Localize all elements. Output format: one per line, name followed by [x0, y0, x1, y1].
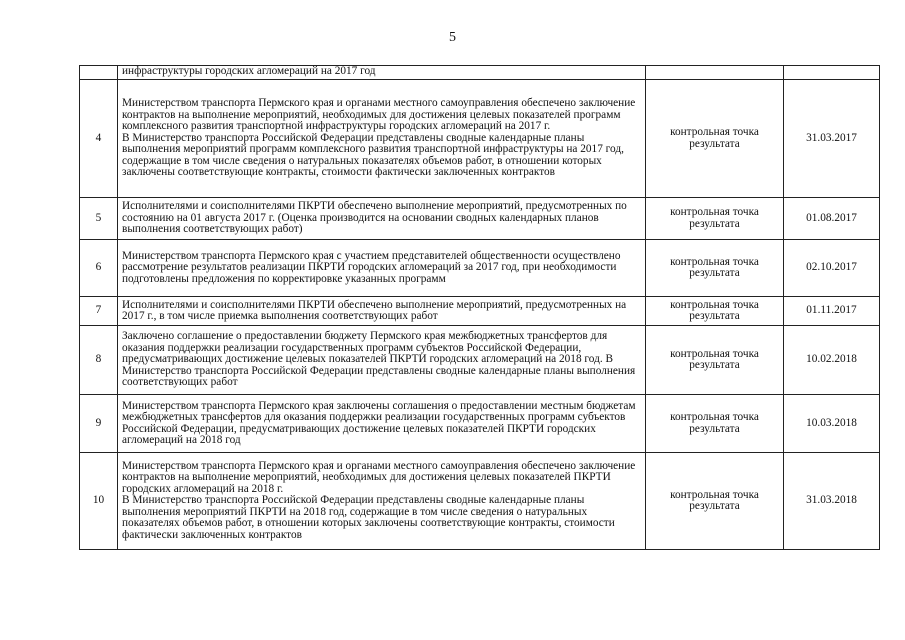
row-date: 01.11.2017	[784, 297, 880, 326]
row-date: 01.08.2017	[784, 198, 880, 240]
table-row	[80, 326, 880, 395]
table-row-continuation	[80, 66, 880, 80]
row-number: 4	[80, 80, 118, 198]
row-kind: контрольная точка результата	[646, 326, 784, 395]
row-number: 10	[80, 453, 118, 550]
table-row	[80, 395, 880, 453]
table-row	[80, 80, 880, 198]
row-date	[784, 66, 880, 80]
row-description: Исполнителями и соисполнителями ПКРТИ обеспечено выполнение мероприятий, предусмотренных по состоянию на 01 августа 2017 г. (Оценка производится на основании сводных календарных планов выполнения соответствующих работ)	[118, 198, 646, 240]
row-kind: контрольная точка результата	[646, 453, 784, 550]
row-kind: контрольная точка результата	[646, 297, 784, 326]
table-row	[80, 198, 880, 240]
row-description: Министерством транспорта Пермского края заключены соглашения о предоставлении местным бюджетам межбюджетных трансфертов для оказания поддержки реализации государственных программ субъектов Российской Федерации, предусматривающих достижение целевых показателей ПКРТИ городских агломераций на 2018 год	[118, 395, 646, 453]
row-description: Заключено соглашение о предоставлении бюджету Пермского края межбюджетных трансфертов для оказания поддержки реализации государственных программ субъектов Российской Федерации, предусматривающих достижение целевых показателей ПКРТИ городских агломераций на 2018 год. В Министерство транспорта Российской Федерации представлены сводные календарные планы выполнения соответствующих работ	[118, 326, 646, 395]
row-date: 31.03.2018	[784, 453, 880, 550]
row-number: 6	[80, 240, 118, 297]
table-row	[80, 240, 880, 297]
row-date: 31.03.2017	[784, 80, 880, 198]
row-kind: контрольная точка результата	[646, 80, 784, 198]
row-kind: контрольная точка результата	[646, 198, 784, 240]
row-kind	[646, 66, 784, 80]
row-kind: контрольная точка результата	[646, 240, 784, 297]
row-description: Министерством транспорта Пермского края и органами местного самоуправления обеспечено заключение контрактов на выполнение мероприятий, необходимых для достижения целевых показателей программ комплексного развития транспортной инфраструктуры городских агломераций на 2017 г. В Министерство транспорта Российской Федерации представлены сводные календарные планы выполнения мероприятий программ комплексного развития транспортной инфраструктуры на 2017 год, содержащие в том числе сведения о натуральных показателях объемов работ, в отношении которых заключены соответствующие контракты, стоимости фактически заключенных контрактов	[118, 80, 646, 198]
row-number: 7	[80, 297, 118, 326]
row-description: Министерством транспорта Пермского края с участием представителей общественности осуществлено рассмотрение результатов реализации ПКРТИ городских агломераций за 2017 год, при необходимости подготовлены предложения по корректировке указанных программ	[118, 240, 646, 297]
row-date: 10.03.2018	[784, 395, 880, 453]
milestones-table	[79, 65, 880, 550]
row-description: Исполнителями и соисполнителями ПКРТИ обеспечено выполнение мероприятий, предусмотренных на 2017 г., в том числе приемка выполнения соответствующих работ	[118, 297, 646, 326]
row-date: 02.10.2017	[784, 240, 880, 297]
row-number: 9	[80, 395, 118, 453]
row-kind: контрольная точка результата	[646, 395, 784, 453]
row-number: 8	[80, 326, 118, 395]
row-number-cell	[80, 66, 118, 80]
page-number: 5	[449, 30, 456, 45]
table-row	[80, 297, 880, 326]
table-row	[80, 453, 880, 550]
row-number: 5	[80, 198, 118, 240]
row-date: 10.02.2018	[784, 326, 880, 395]
row-description: инфраструктуры городских агломераций на 2017 год	[118, 66, 646, 80]
row-description: Министерством транспорта Пермского края и органами местного самоуправления обеспечено заключение контрактов на выполнение мероприятий, необходимых для достижения целевых показателей ПКРТИ городских агломераций на 2018 г. В Министерство транспорта Российской Федерации представлены сводные календарные планы выполнения мероприятий ПКРТИ на 2018 год, содержащие в том числе сведения о натуральных показателях объемов работ, в отношении которых заключены соответствующие контракты, стоимости фактически заключенных контрактов	[118, 453, 646, 550]
